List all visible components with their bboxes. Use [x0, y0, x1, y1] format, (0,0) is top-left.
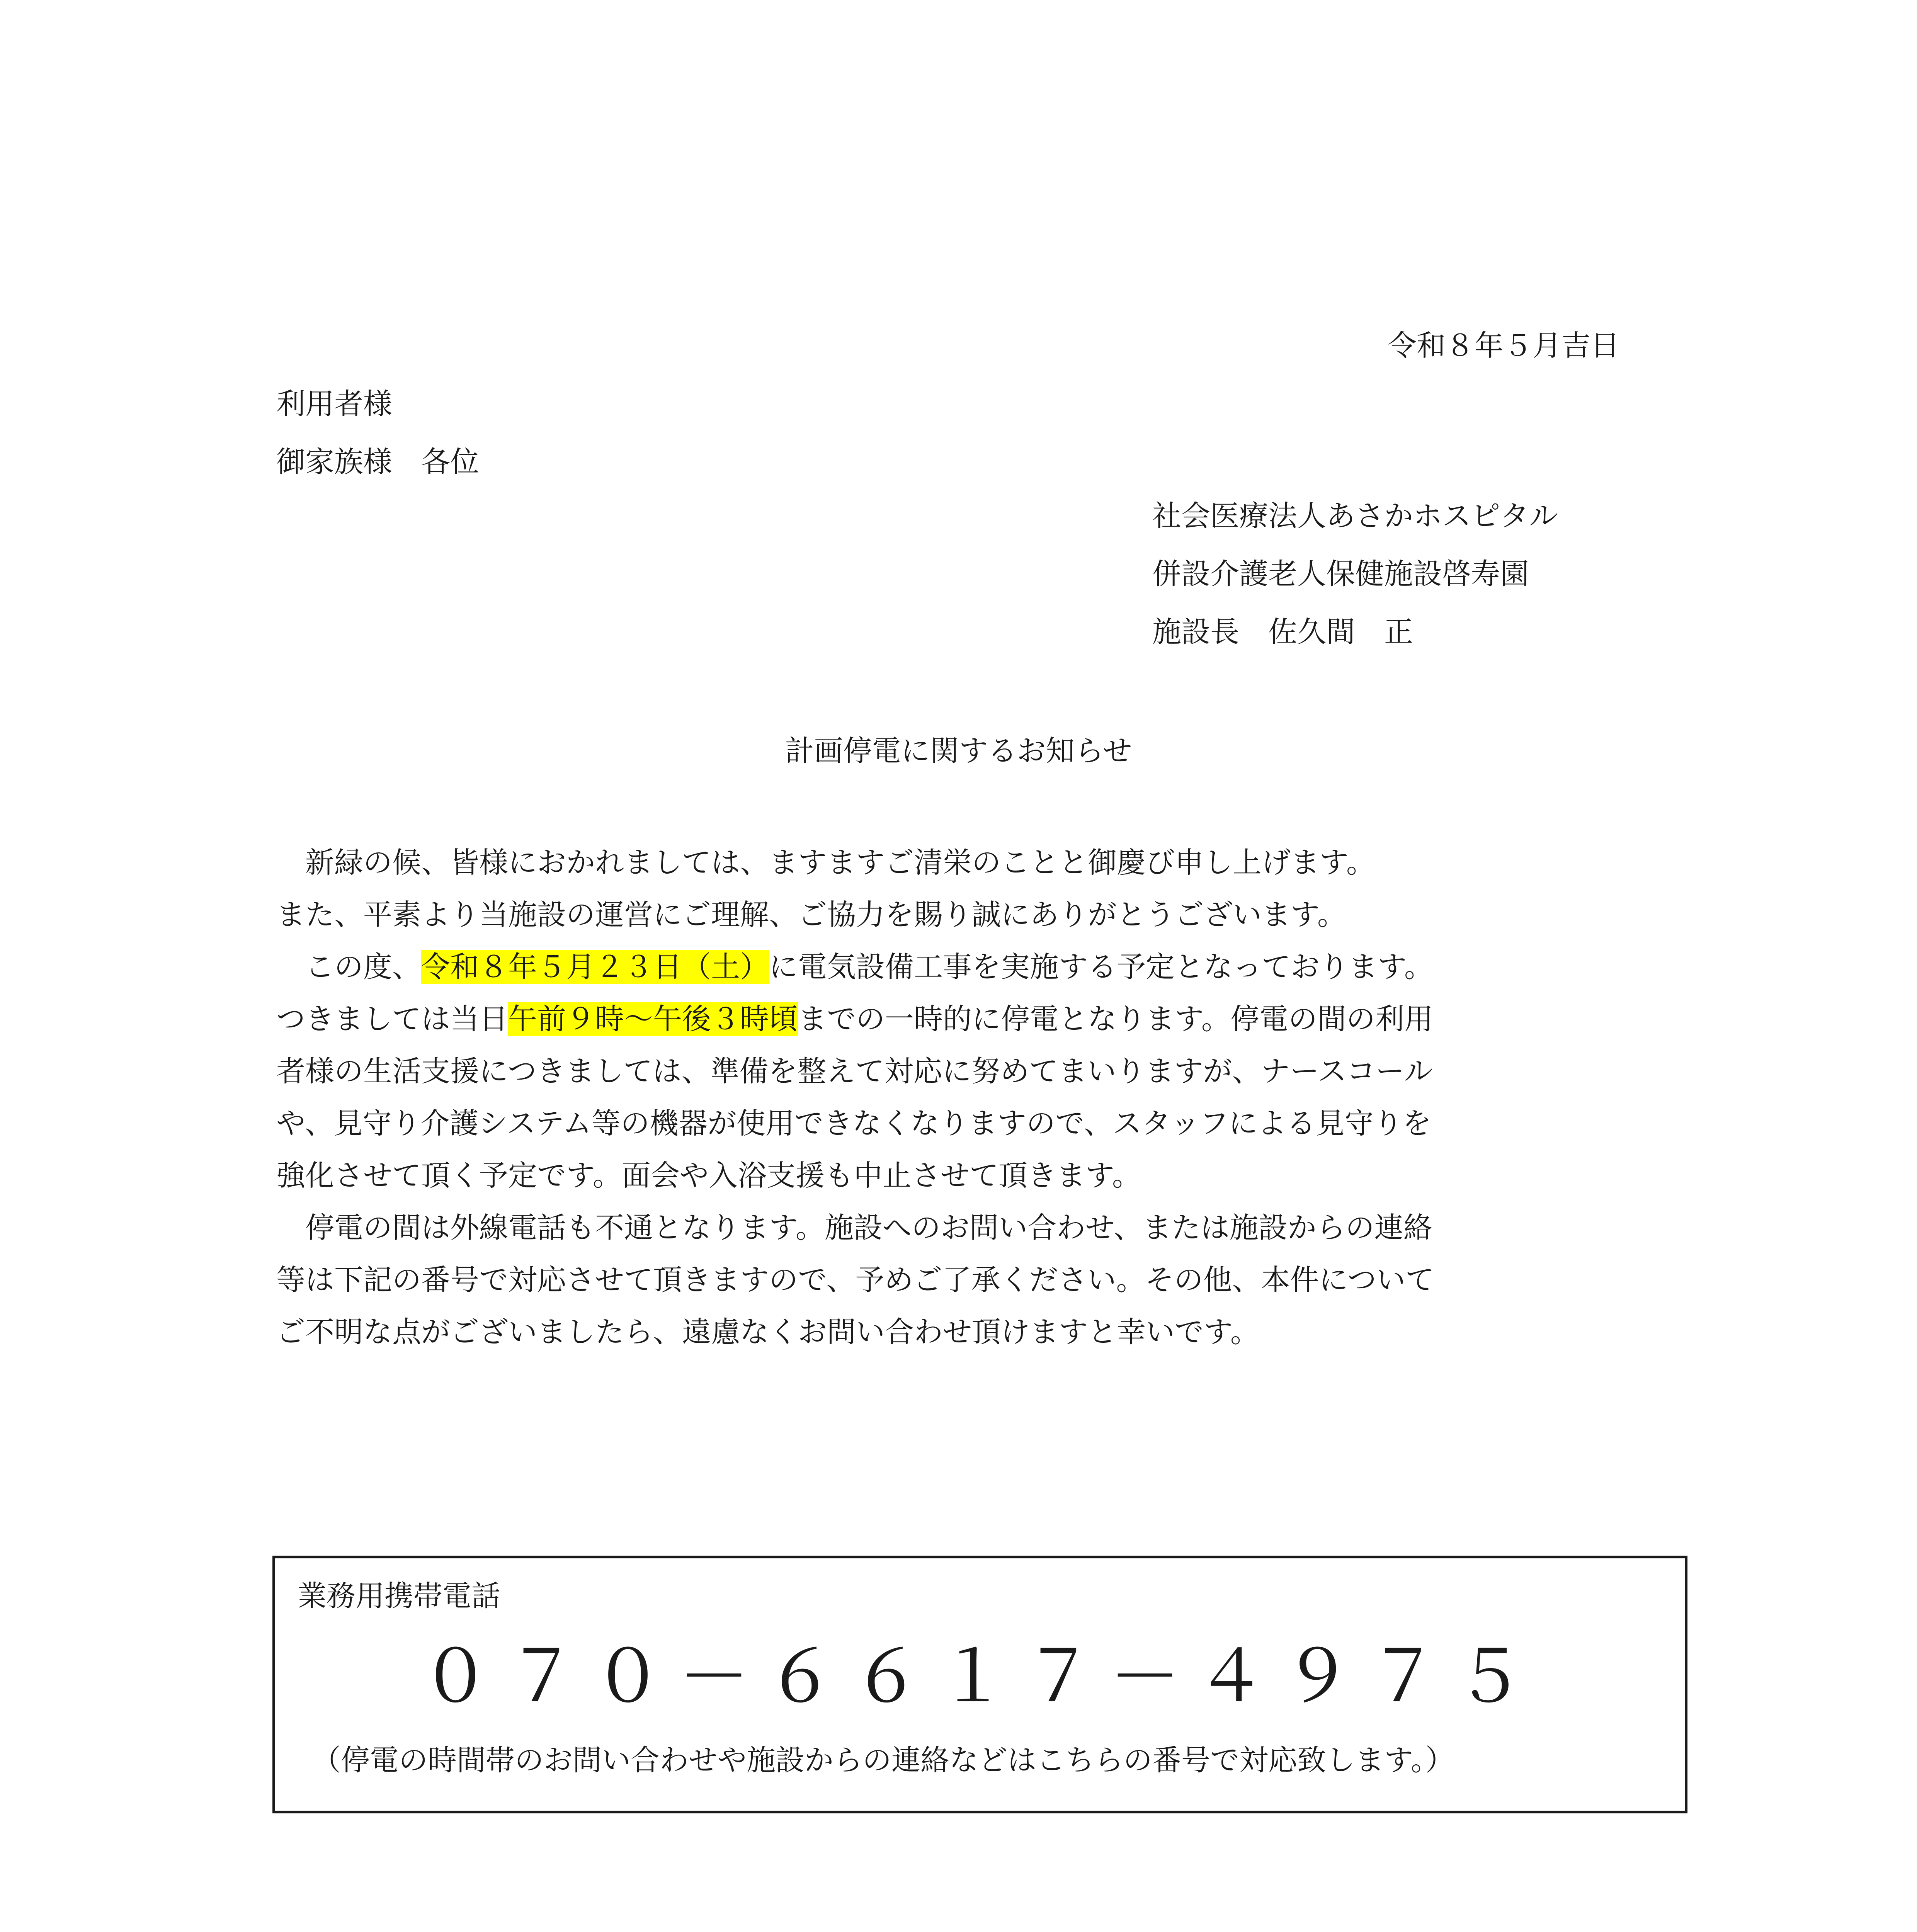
body-text: つきましては当日	[276, 1002, 509, 1036]
body-line: また、平素より当施設の運営にご理解、ご協力を賜り誠にありがとうございます。	[276, 898, 1347, 932]
contact-box	[272, 1556, 1687, 1813]
body-line: 等は下記の番号で対応させて頂きますので、予めご了承ください。その他、本件について	[276, 1263, 1435, 1297]
body-text: この度、	[276, 950, 422, 984]
highlighted-time: 午前９時～午後３時頃	[508, 1002, 798, 1036]
body-text: までの一時的に停電となります。停電の間の利用	[798, 1002, 1434, 1036]
body-line	[276, 941, 1652, 993]
body-line: ご不明な点がございましたら、遠慮なくお問い合わせ頂けますと幸いです。	[276, 1315, 1260, 1349]
sender-facility: 併設介護老人保健施設啓寿園	[1152, 557, 1529, 591]
body-line: 新緑の候、皆様におかれましては、ますますご清栄のことと御慶び申し上げます。	[276, 845, 1376, 879]
contact-note: （停電の時間帯のお問い合わせや施設からの連絡などはこちらの番号で対応致します。）	[312, 1743, 1454, 1777]
contact-label: 業務用携帯電話	[298, 1579, 501, 1613]
body-line: や、見守り介護システム等の機器が使用できなくなりますので、スタッフによる見守りを	[276, 1106, 1432, 1140]
recipient-families: 御家族様 各位	[276, 445, 480, 479]
body-line: 停電の間は外線電話も不通となります。施設へのお問い合わせ、または施設からの連絡	[276, 1211, 1432, 1245]
contact-phone-number: ０７０－６６１７－４９７５	[420, 1635, 1540, 1718]
highlighted-date: 令和８年５月２３日（土）	[421, 950, 769, 984]
recipient-users: 利用者様	[276, 387, 393, 421]
body-line: 強化させて頂く予定です。面会や入浴支援も中止させて頂きます。	[276, 1158, 1141, 1192]
body-text: に電気設備工事を実施する予定となっております。	[769, 950, 1434, 984]
body-line	[276, 993, 1652, 1045]
body-line: 者様の生活支援につきましては、準備を整えて対応に努めてまいりますが、ナースコール	[276, 1054, 1433, 1088]
sender-organization: 社会医療法人あさかホスピタル	[1152, 499, 1558, 533]
document-date: 令和８年５月吉日	[1387, 328, 1619, 362]
sender-director: 施設長 佐久間 正	[1152, 615, 1414, 649]
notice-title: 計画停電に関するお知らせ	[785, 734, 1132, 768]
notice-body	[276, 837, 1652, 1358]
